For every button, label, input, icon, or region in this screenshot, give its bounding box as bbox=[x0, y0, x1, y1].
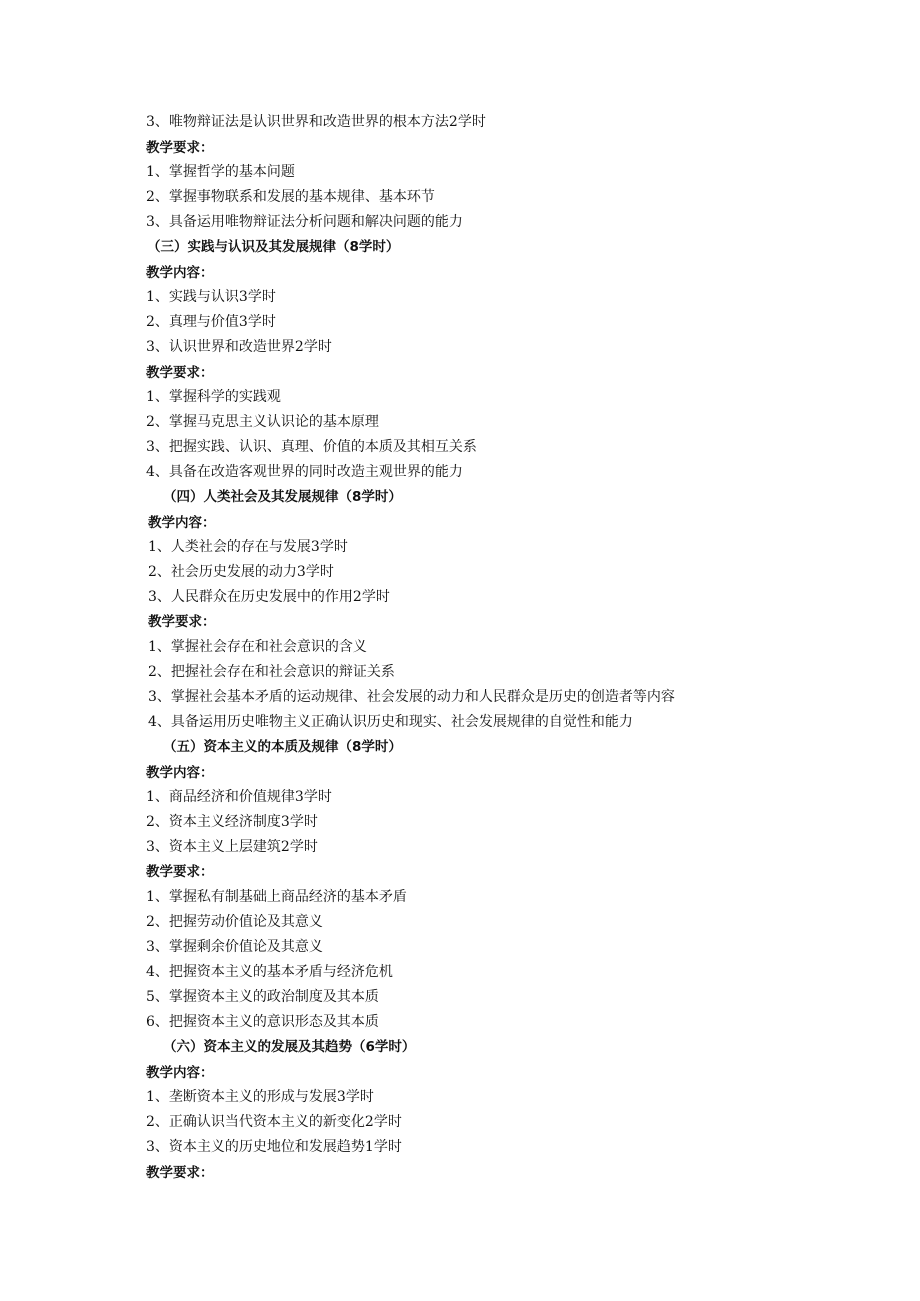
requirement-item: 2、掌握事物联系和发展的基本规律、基本环节 bbox=[146, 189, 435, 205]
requirement-item: 1、掌握科学的实践观 bbox=[146, 389, 281, 405]
requirement-item: 6、把握资本主义的意识形态及其本质 bbox=[146, 1014, 379, 1030]
section-heading: （六）资本主义的发展及其趋势（6学时） bbox=[163, 1039, 416, 1055]
requirement-item: 5、掌握资本主义的政治制度及其本质 bbox=[146, 989, 379, 1005]
content-item: 3、人民群众在历史发展中的作用2学时 bbox=[148, 589, 390, 605]
section-heading: （四）人类社会及其发展规律（8学时） bbox=[163, 489, 402, 505]
requirement-item: 1、掌握私有制基础上商品经济的基本矛盾 bbox=[146, 889, 407, 905]
requirement-item: 3、掌握剩余价值论及其意义 bbox=[146, 939, 323, 955]
content-item: 3、资本主义的历史地位和发展趋势1学时 bbox=[146, 1139, 402, 1155]
content-item: 3、认识世界和改造世界2学时 bbox=[146, 339, 332, 355]
content-item: 1、垄断资本主义的形成与发展3学时 bbox=[146, 1089, 374, 1105]
content-item: 3、资本主义上层建筑2学时 bbox=[146, 839, 318, 855]
content-item: 2、真理与价值3学时 bbox=[146, 314, 276, 330]
content-heading: 教学内容： bbox=[146, 1065, 214, 1081]
content-item: 2、资本主义经济制度3学时 bbox=[146, 814, 318, 830]
requirements-heading: 教学要求： bbox=[148, 614, 216, 630]
content-heading: 教学内容： bbox=[146, 765, 214, 781]
requirement-item: 4、具备运用历史唯物主义正确认识历史和现实、社会发展规律的自觉性和能力 bbox=[148, 714, 633, 730]
requirements-heading: 教学要求： bbox=[146, 864, 214, 880]
requirements-heading: 教学要求： bbox=[146, 140, 214, 156]
requirement-item: 4、具备在改造客观世界的同时改造主观世界的能力 bbox=[146, 464, 463, 480]
requirements-heading: 教学要求： bbox=[146, 1165, 214, 1181]
requirement-item: 1、掌握社会存在和社会意识的含义 bbox=[148, 639, 367, 655]
content-heading: 教学内容： bbox=[148, 515, 216, 531]
content-item: 1、人类社会的存在与发展3学时 bbox=[148, 539, 348, 555]
requirement-item: 3、具备运用唯物辩证法分析问题和解决问题的能力 bbox=[146, 214, 463, 230]
content-item: 2、正确认识当代资本主义的新变化2学时 bbox=[146, 1114, 402, 1130]
requirement-item: 2、把握社会存在和社会意识的辩证关系 bbox=[148, 664, 395, 680]
requirement-item: 1、掌握哲学的基本问题 bbox=[146, 164, 295, 180]
requirements-heading: 教学要求： bbox=[146, 365, 214, 381]
content-item: 3、唯物辩证法是认识世界和改造世界的根本方法2学时 bbox=[146, 114, 486, 130]
requirement-item: 4、把握资本主义的基本矛盾与经济危机 bbox=[146, 964, 393, 980]
requirement-item: 3、把握实践、认识、真理、价值的本质及其相互关系 bbox=[146, 439, 477, 455]
requirement-item: 3、掌握社会基本矛盾的运动规律、社会发展的动力和人民群众是历史的创造者等内容 bbox=[148, 689, 675, 705]
requirement-item: 2、掌握马克思主义认识论的基本原理 bbox=[146, 414, 379, 430]
section-heading: （三）实践与认识及其发展规律（8学时） bbox=[147, 239, 400, 255]
content-item: 1、实践与认识3学时 bbox=[146, 289, 276, 305]
section-heading: （五）资本主义的本质及规律（8学时） bbox=[163, 739, 402, 755]
content-item: 1、商品经济和价值规律3学时 bbox=[146, 789, 332, 805]
content-heading: 教学内容： bbox=[146, 265, 214, 281]
requirement-item: 2、把握劳动价值论及其意义 bbox=[146, 914, 323, 930]
content-item: 2、社会历史发展的动力3学时 bbox=[148, 564, 334, 580]
